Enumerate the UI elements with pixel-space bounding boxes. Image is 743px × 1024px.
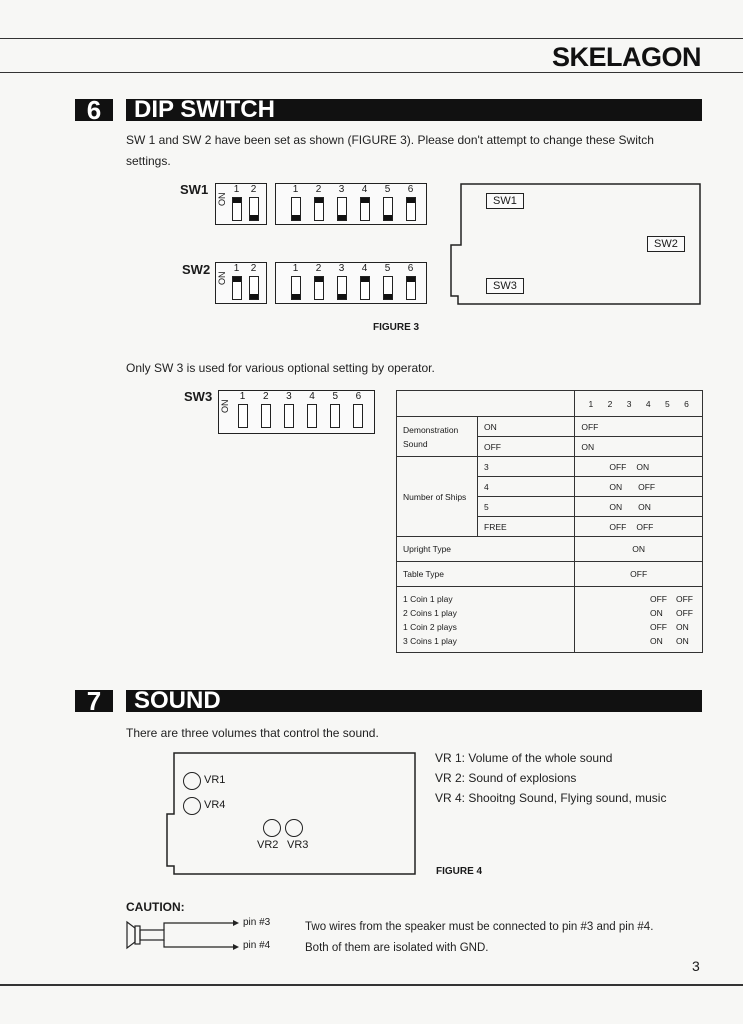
dip-switch-toggle bbox=[291, 276, 301, 300]
caution-label: CAUTION: bbox=[126, 900, 185, 914]
dip-switch-toggle bbox=[353, 404, 363, 428]
sw1-block-b bbox=[275, 183, 427, 225]
switch-lever bbox=[233, 277, 241, 282]
ships-sw3: ON bbox=[638, 501, 651, 512]
switch-number: 4 bbox=[361, 263, 368, 274]
cabinet-upright-label: Upright Type bbox=[397, 537, 575, 562]
dip-switch-toggle bbox=[314, 276, 324, 300]
top-rule bbox=[0, 38, 743, 39]
coin-option-values bbox=[581, 620, 696, 634]
ships-vals bbox=[575, 517, 703, 537]
vr2-knob-icon bbox=[263, 819, 281, 837]
sw3-block bbox=[218, 390, 375, 434]
vr1-knob-icon bbox=[183, 772, 201, 790]
coin-sw5: ON bbox=[650, 635, 663, 646]
dip-switch-toggle bbox=[232, 197, 242, 221]
figure-3-caption: FIGURE 3 bbox=[373, 322, 420, 333]
switch-number: 6 bbox=[407, 184, 414, 195]
coin-option-values bbox=[581, 634, 696, 648]
vr4-label: VR4 bbox=[204, 799, 226, 811]
coin-option-label: 1 Coin 2 plays bbox=[403, 621, 457, 632]
switch-lever bbox=[361, 277, 369, 282]
section-title: DIP SWITCH bbox=[126, 99, 702, 121]
demo-sound-label: Demonstration Sound bbox=[397, 417, 478, 457]
switch-number: 1 bbox=[239, 391, 246, 402]
ships-sw3: OFF bbox=[636, 521, 654, 532]
ships-opt: 4 bbox=[478, 477, 575, 497]
switch-lever bbox=[361, 198, 369, 203]
switch-number: 5 bbox=[332, 391, 339, 402]
demo-opt-off: OFF bbox=[478, 437, 575, 457]
switch-lever bbox=[315, 198, 323, 203]
dip-switch-toggle bbox=[383, 276, 393, 300]
switch-number: 5 bbox=[384, 263, 391, 274]
switch-number: 4 bbox=[361, 184, 368, 195]
ships-vals bbox=[575, 457, 703, 477]
coin-sw6: ON bbox=[676, 621, 689, 632]
switch-lever bbox=[250, 294, 258, 299]
page-number: 3 bbox=[692, 958, 700, 974]
column-header: 4 bbox=[645, 398, 651, 409]
column-header: 2 bbox=[607, 398, 613, 409]
ships-sw3: OFF bbox=[638, 481, 656, 492]
section-title: SOUND bbox=[126, 690, 702, 712]
switch-number: 5 bbox=[384, 184, 391, 195]
switch-number: 3 bbox=[338, 184, 345, 195]
coin-sw5: OFF bbox=[650, 621, 667, 632]
ships-sw2: OFF bbox=[609, 521, 627, 532]
switch-number: 3 bbox=[338, 263, 345, 274]
demo-val-on: OFF bbox=[575, 417, 703, 437]
cabinet-table-val: OFF bbox=[575, 562, 703, 587]
dip-switch-toggle bbox=[330, 404, 340, 428]
dip-intro: SW 1 and SW 2 have been set as shown (FIGURE 3). Please don't attempt to change these Switch settings. bbox=[126, 133, 654, 168]
sw2-block-a bbox=[215, 262, 267, 304]
vr3-label: VR3 bbox=[287, 839, 309, 851]
vr2-label: VR2 bbox=[257, 839, 279, 851]
switch-number: 1 bbox=[292, 263, 299, 274]
dip-switch-toggle bbox=[249, 276, 259, 300]
dip-switch-toggle bbox=[337, 276, 347, 300]
coin-sw6: ON bbox=[676, 635, 689, 646]
switch-number: 3 bbox=[286, 391, 292, 402]
footer-rule bbox=[0, 984, 743, 986]
ships-label: Number of Ships bbox=[397, 457, 478, 537]
column-header: 1 bbox=[588, 398, 594, 409]
column-header: 6 bbox=[684, 398, 689, 409]
ships-vals bbox=[575, 477, 703, 497]
dip-switch-toggle bbox=[314, 197, 324, 221]
dip-switch-toggle bbox=[360, 197, 370, 221]
coin-option-label: 2 Coins 1 play bbox=[403, 607, 457, 618]
brand-logo: SKELAGON bbox=[551, 42, 701, 72]
dip-switch-toggle bbox=[284, 404, 294, 428]
switch-number: 2 bbox=[315, 263, 322, 274]
coin-option-label: 1 Coin 1 play bbox=[403, 593, 453, 604]
switch-lever bbox=[315, 277, 323, 282]
section-number: 6 bbox=[75, 99, 113, 121]
sound-intro: There are three volumes that control the sound. bbox=[126, 726, 379, 740]
switch-number: 4 bbox=[309, 391, 315, 402]
coin-option-label: 3 Coins 1 play bbox=[403, 635, 457, 646]
dip-switch-toggle bbox=[383, 197, 393, 221]
switch-lever bbox=[407, 198, 415, 203]
switch-number: 2 bbox=[250, 184, 257, 195]
dip-switch-toggle bbox=[249, 197, 259, 221]
vr-desc-1: VR 1: Volume of the whole sound bbox=[435, 751, 613, 765]
coin-sw5: ON bbox=[650, 607, 663, 618]
vr3-knob-icon bbox=[285, 819, 303, 837]
on-label: ON bbox=[220, 399, 230, 413]
sw1-block-a bbox=[215, 183, 267, 225]
pin3-label: pin #3 bbox=[243, 917, 271, 928]
coin-option-values bbox=[581, 592, 696, 606]
switch-number: 1 bbox=[292, 184, 299, 195]
sw2-label: SW2 bbox=[182, 262, 211, 277]
switch-lever bbox=[292, 294, 300, 299]
cabinet-upright-val: ON bbox=[575, 537, 703, 562]
dip-switch-toggle bbox=[406, 197, 416, 221]
switch-lever bbox=[384, 215, 392, 220]
ships-opt: FREE bbox=[478, 517, 575, 537]
switch-number: 1 bbox=[233, 184, 240, 195]
dip-switch-toggle bbox=[307, 404, 317, 428]
dip-switch-toggle bbox=[232, 276, 242, 300]
ships-vals bbox=[575, 497, 703, 517]
demo-opt-on: ON bbox=[478, 417, 575, 437]
demo-val-off: ON bbox=[575, 437, 703, 457]
dip-switch-toggle bbox=[406, 276, 416, 300]
column-header: 5 bbox=[664, 398, 670, 409]
switch-number: 1 bbox=[233, 263, 240, 274]
column-header-row bbox=[575, 391, 703, 417]
switch-lever bbox=[338, 215, 346, 220]
vr4-knob-icon bbox=[183, 797, 201, 815]
ships-sw3: ON bbox=[636, 461, 650, 472]
switch-number: 2 bbox=[250, 263, 257, 274]
table-corner bbox=[397, 391, 575, 417]
sw3-settings-table bbox=[396, 390, 703, 653]
ships-sw2: OFF bbox=[609, 461, 627, 472]
on-label: ON bbox=[217, 271, 227, 285]
vr-desc-4: VR 4: Shooitng Sound, Flying sound, music bbox=[435, 791, 667, 805]
pin4-label: pin #4 bbox=[243, 940, 271, 951]
sw3-label: SW3 bbox=[184, 389, 213, 404]
sound-pcb-outline bbox=[165, 752, 420, 877]
speaker-wiring-icon bbox=[125, 918, 245, 954]
section-number: 7 bbox=[75, 690, 113, 712]
switch-lever bbox=[292, 215, 300, 220]
board-tag-sw2: SW2 bbox=[647, 236, 685, 252]
switch-lever bbox=[384, 294, 392, 299]
switch-lever bbox=[407, 277, 415, 282]
board-tag-sw3: SW3 bbox=[486, 278, 524, 294]
switch-number: 2 bbox=[262, 391, 269, 402]
vr1-label: VR1 bbox=[204, 774, 226, 786]
board-tag-sw1: SW1 bbox=[486, 193, 524, 209]
coin-sw6: OFF bbox=[676, 607, 693, 618]
coin-sw6: OFF bbox=[676, 593, 693, 604]
dip-switch-toggle bbox=[337, 197, 347, 221]
sw3-intro: Only SW 3 is used for various optional setting by operator. bbox=[126, 361, 435, 375]
coin-labels bbox=[397, 587, 575, 653]
sw2-block-b bbox=[275, 262, 427, 304]
vr-desc-2: VR 2: Sound of explosions bbox=[435, 771, 577, 785]
switch-lever bbox=[233, 198, 241, 203]
figure-4-caption: FIGURE 4 bbox=[436, 866, 483, 877]
coin-sw5: OFF bbox=[650, 593, 667, 604]
coin-values bbox=[575, 587, 703, 653]
ships-sw2: ON bbox=[609, 501, 623, 512]
dip-switch-toggle bbox=[360, 276, 370, 300]
switch-lever bbox=[338, 294, 346, 299]
ships-opt: 5 bbox=[478, 497, 575, 517]
sw1-label: SW1 bbox=[180, 182, 209, 197]
switch-number: 6 bbox=[355, 391, 362, 402]
coin-option-values bbox=[581, 606, 696, 620]
switch-number: 2 bbox=[315, 184, 322, 195]
dip-switch-toggle bbox=[291, 197, 301, 221]
dip-switch-toggle bbox=[261, 404, 271, 428]
switch-lever bbox=[250, 215, 258, 220]
on-label: ON bbox=[217, 192, 227, 206]
header-rule bbox=[0, 72, 743, 73]
caution-line-1: Two wires from the speaker must be connected to pin #3 and pin #4. bbox=[305, 921, 654, 933]
ships-sw2: ON bbox=[609, 481, 623, 492]
ships-opt: 3 bbox=[478, 457, 575, 477]
dip-switch-toggle bbox=[238, 404, 248, 428]
cabinet-table-label: Table Type bbox=[397, 562, 575, 587]
switch-number: 6 bbox=[407, 263, 414, 274]
caution-line-2: Both of them are isolated with GND. bbox=[305, 942, 489, 954]
column-header: 3 bbox=[626, 398, 632, 409]
